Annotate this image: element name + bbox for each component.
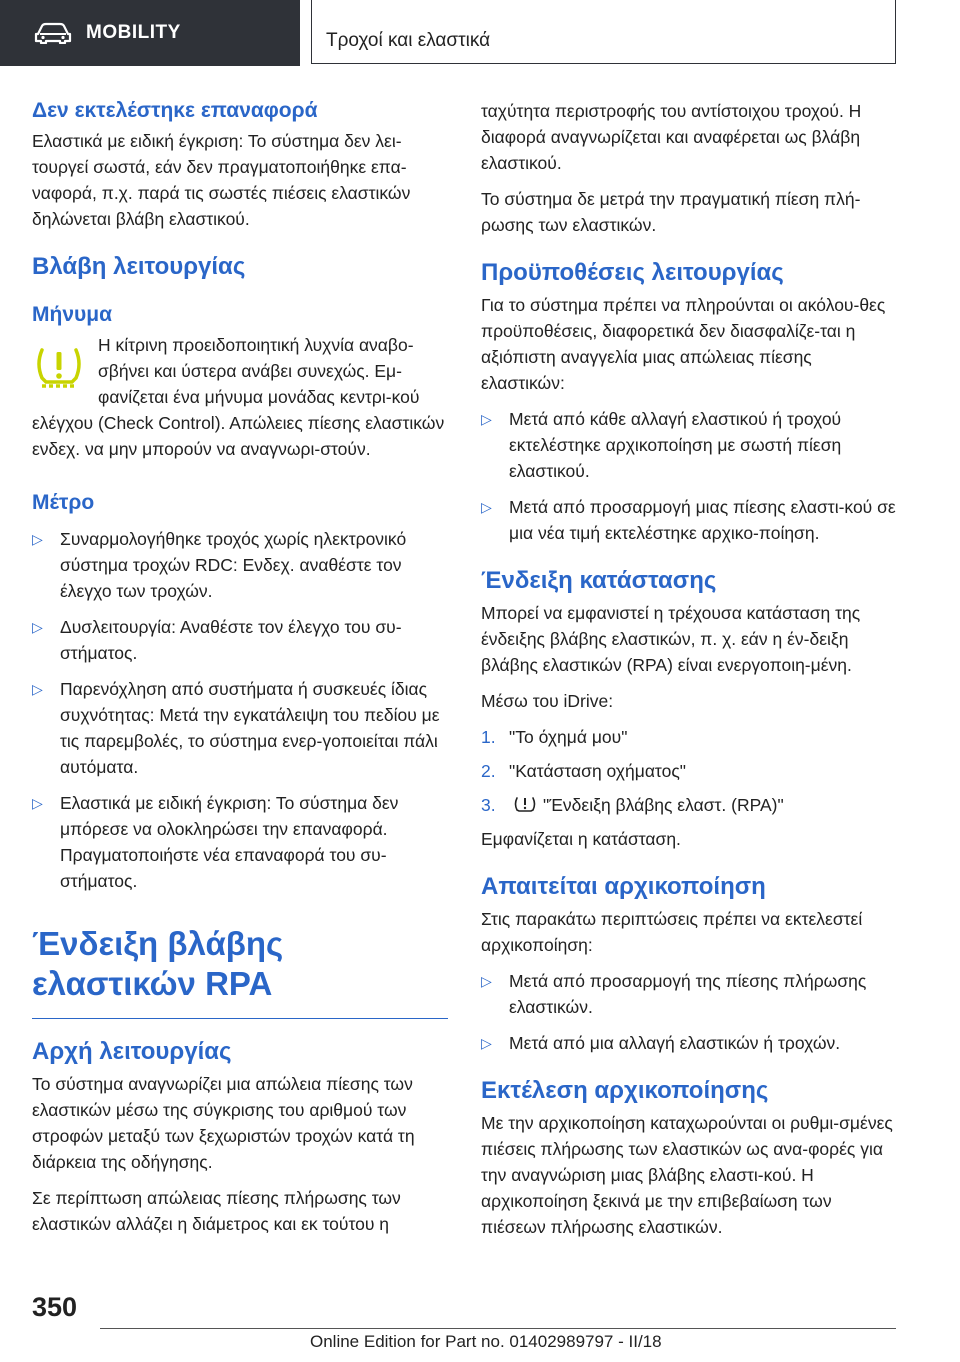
triangle-bullet-icon: ▷ [481, 1035, 492, 1051]
text-message: Η κίτρινη προειδοποιητική λυχνία αναβο‐σβήνει και ύστερα ανάβει συνεχώς. Εμ‐φανίζεται ένα μήνυμα μονάδας κεντρι‐κού ελέγχου (Check Control). Απώλειες πίεσης ελαστικών ενδεχ. να μην μπορούν να αναγνωρι‐στούν. [32, 335, 445, 459]
list-item: ▷ Ελαστικά με ειδική έγκριση: Το σύστημα δεν μπόρεσε να ολοκληρώσει την επαναφορά. Πραγματοποιήστε νέα επαναφορά του συ‐στήματος. [32, 790, 448, 894]
text-principle-2: Σε περίπτωση απώλειας πίεσης πλήρωσης των ελαστικών αλλάζει η διάμετρος και εκ τούτου η [32, 1188, 401, 1234]
right-column [481, 98, 897, 1240]
footer-divider [100, 1328, 896, 1329]
heading-reset-failed: Δεν εκτελέστηκε επαναφορά [32, 99, 318, 122]
list-item: ▷ Μετά από μια αλλαγή ελαστικών ή τροχών. [481, 1030, 897, 1056]
header-section-title: Τροχοί και ελαστικά [311, 0, 896, 64]
list-item: 1. "Το όχημά μου" [481, 727, 628, 747]
list-item: ▷ Δυσλειτουργία: Αναθέστε τον έλεγχο του συ‐στήματος. [32, 614, 448, 666]
list-item: 3. "Ένδειξη βλάβης ελαστ. (RPA)" [481, 795, 784, 815]
header-brand: MOBILITY [86, 22, 181, 43]
idrive-steps [481, 724, 897, 818]
text-continued-2: Το σύστημα δε μετρά την πραγματική πίεση πλή‐ρωσης των ελαστικών. [481, 189, 861, 235]
text-via-idrive: Μέσω του iDrive: [481, 691, 614, 711]
prerequisites-list [481, 406, 897, 546]
triangle-bullet-icon: ▷ [32, 681, 43, 697]
text-continued: ταχύτητα περιστροφής του αντίστοιχου τροχού. Η διαφορά αναγνωρίζεται και αναφέρεται ως βλάβη ελαστικού. [481, 101, 862, 173]
heading-perform-init: Εκτέλεση αρχικοποίησης [481, 1077, 769, 1104]
tire-pressure-warning-icon [32, 336, 86, 392]
triangle-bullet-icon: ▷ [32, 795, 43, 811]
text-principle: Το σύστημα αναγνωρίζει μια απώλεια πίεσης των ελαστικών μέσω της σύγκρισης του αριθμού των στροφών μεταξύ των ξεχωριστών τροχών κατά τη διάρκεια της οδήγησης. [32, 1074, 415, 1172]
text-perform-init: Με την αρχικοποίηση καταχωρούνται οι ρυθμι‐σμένες πιέσεις πλήρωσης των ελαστικών ως ανα‐φορές για την αναγνώριση μιας βλάβης ελαστι‐κού. Η αρχικοποίηση ξεκινά με την επιβεβαίωση των πιέσεων πλήρωσης ελαστικών. [481, 1113, 893, 1237]
edition-note: Online Edition for Part no. 01402989797 - II/18 [310, 1332, 662, 1351]
text-prerequisites: Για το σύστημα πρέπει να πληρούνται οι ακόλου‐θες προϋποθέσεις, διαφορετικά δεν διασφαλίζε‐ται η αξιόπιστη αναγγελία μιας απώλειας πίεσης ελαστικών: [481, 295, 886, 393]
page-number: 350 [32, 1292, 78, 1322]
triangle-bullet-icon: ▷ [32, 619, 43, 635]
list-item: ▷ Συναρμολογήθηκε τροχός χωρίς ηλεκτρονικό σύστημα τροχών RDC: Ενδεχ. αναθέστε τον έλεγχο των τροχών. [32, 526, 448, 604]
text-reset-failed: Ελαστικά με ειδική έγκριση: Το σύστημα δεν λει‐τουργεί σωστά, εάν δεν πραγματοποιήθηκε επα‐ναφορά, π.χ. παρά τις σωστές πιέσεις ελαστικών δηλώνεται βλάβη ελαστικού. [32, 131, 411, 229]
left-column [32, 98, 448, 1237]
text-init-required: Στις παρακάτω περιπτώσεις πρέπει να εκτελεστεί αρχικοποίηση: [481, 909, 863, 955]
list-item: ▷ Μετά από κάθε αλλαγή ελαστικού ή τροχού εκτελέστηκε αρχικοποίηση με σωστή πίεση ελαστικού. [481, 406, 897, 484]
triangle-bullet-icon: ▷ [481, 973, 492, 989]
list-item: ▷ Μετά από προσαρμογή μιας πίεσης ελαστι‐κού σε μια νέα τιμή εκτελέστηκε αρχικο‐ποίηση. [481, 494, 897, 546]
header-brand-box [0, 0, 300, 66]
heading-init-required: Απαιτείται αρχικοποίηση [481, 873, 766, 900]
page-header [0, 0, 960, 66]
triangle-bullet-icon: ▷ [32, 531, 43, 547]
list-item: 2. "Κατάσταση οχήματος" [481, 761, 686, 781]
measure-list [32, 526, 448, 894]
triangle-bullet-icon: ▷ [481, 411, 492, 427]
section-divider [32, 1018, 448, 1019]
text-status: Μπορεί να εμφανιστεί η τρέχουσα κατάσταση της ένδειξης βλάβης ελαστικών, π. χ. εάν η έν‐δειξη βλάβης ελαστικών (RPA) είναι ενεργοποιη‐μένη. [481, 603, 861, 675]
heading-prerequisites: Προϋποθέσεις λειτουργίας [481, 259, 784, 286]
heading-principle: Αρχή λειτουργίας [32, 1038, 232, 1065]
message-block [32, 332, 448, 462]
heading-measure: Μέτρο [32, 491, 95, 514]
heading-rpa: Ένδειξη βλάβης ελαστικών RPA [32, 925, 284, 1002]
triangle-bullet-icon: ▷ [481, 499, 492, 515]
heading-message: Μήνυμα [32, 303, 112, 326]
list-item: ▷ Παρενόχληση από συστήματα ή συσκευές ίδιας συχνότητας: Μετά την εγκατάλειψη του πεδίου με τις παρεμβολές, το σύστημα ενερ‐γοποιείται πάλι αυτόματα. [32, 676, 448, 780]
tire-pressure-icon [513, 794, 537, 814]
list-item: ▷ Μετά από προσαρμογή της πίεσης πλήρωσης ελαστικών. [481, 968, 897, 1020]
car-icon [34, 22, 72, 44]
heading-status: Ένδειξη κατάστασης [481, 567, 717, 594]
heading-malfunction: Βλάβη λειτουργίας [32, 253, 246, 280]
init-required-list [481, 968, 897, 1056]
text-status-shown: Εμφανίζεται η κατάσταση. [481, 829, 681, 849]
